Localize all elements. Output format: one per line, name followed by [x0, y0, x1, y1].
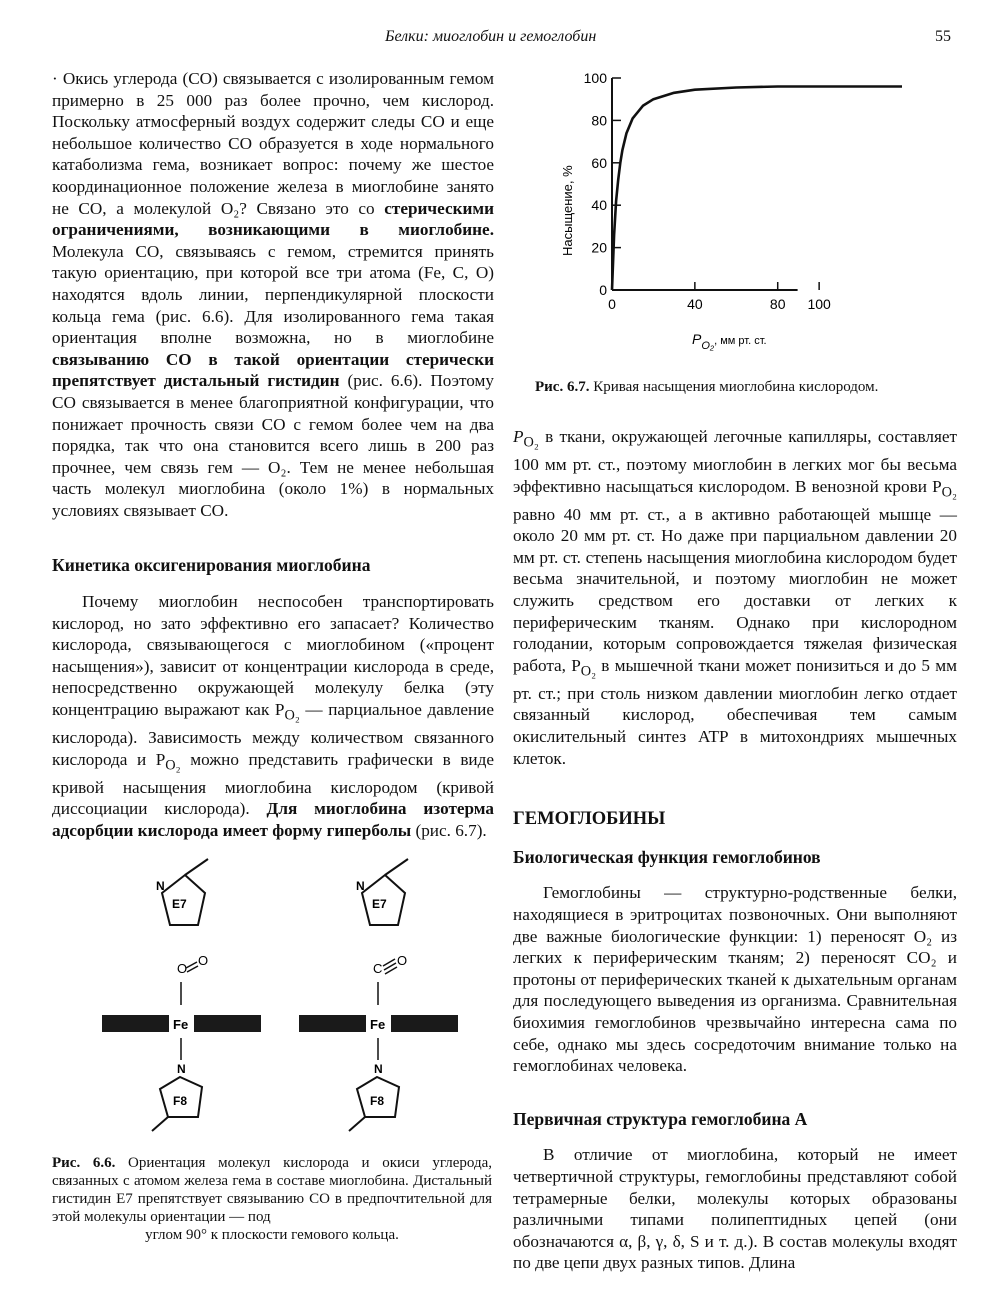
e7-side-chain: [185, 859, 208, 875]
e7-nitrogen-label: N: [156, 879, 165, 893]
f8-side-chain: [349, 1117, 365, 1131]
paragraph-co-binding: · Окись углерода (CO) связывается с изолированным гемом примерно в 25 000 раз более прочно, чем кислород. Поскольку атмосферный воздух содержит следы CO и еще небольшое количество CO образуется в ходе нормального катаболизма гема, возникает вопрос: почему же шестое координационное положение железа в миоглобине занято не CO, а молекулой O₂? Связано это со стерическими ограничениями, возникающими в миоглобине. Молекула CO, связываясь с гемом, стремится принять такую ориентацию, при которой все три атома (Fe, C, O) находятся вдоль линии, перпендикулярной плоскости кольца гема (рис. 6.6). Для изолированного гема такая ориентация вполне возможна, но в миоглобине связыванию CO в такой ориентации стерически препятствует дистальный гистидин (рис. 6.6). Поэтому CO связывается в менее благоприятной конфигурации, что понижает прочность связи CO с гемом более чем на два порядка, так что она становится всего лишь в 200 раз прочнее, чем связь гем — O₂. Тем не менее небольшая часть молекул миоглобина (около 1%) в нормальных условиях связывает CO.: [52, 69, 495, 520]
fig66-right-panel: [299, 859, 458, 1131]
x-axis-label: $P_{O_2}^{, мм рт. ст.}$: [692, 331, 767, 352]
x-tick-label: 100: [807, 296, 831, 312]
y-tick-label: 0: [599, 282, 607, 298]
heading-primary-structure: Первичная структура гемоглобина A: [513, 1108, 808, 1129]
y-tick-label: 40: [591, 197, 607, 214]
heading-hemoglobins: ГЕМОГЛОБИНЫ: [513, 809, 666, 830]
f8-label: F8: [173, 1094, 188, 1108]
figure-6-6-caption: Рис. 6.6. Ориентация молекул кислорода и окиси углерода, связанных с атомом железа гема в составе миоглобина. Дистальный гистидин E7 препятствует связыванию CO в предпочтительной для этой молекулы ориентации — под углом 90° к плоскости гемового кольца.: [52, 1155, 493, 1243]
paragraph-hb-function: Гемоглобины — структурно-родственные белки, находящиеся в эритроцитах позвоночных. Они выполняют две важные биологические функции: 1) переносят O₂ из легких к периферическим тканям; 2) переносят CO₂ и протоны от периферических тканей к дыхательным органам для последующего выведения из организма. Сравнительная биохимия гемоглобинов чрезвычайно интересна сама по себе, однако мы здесь сосредоточим внимание только на гемоглобинах человека.: [513, 883, 957, 1076]
y-tick-label: 100: [583, 70, 607, 86]
page-number: 55: [935, 28, 951, 45]
saturation-curve: [612, 87, 902, 291]
iron-label: Fe: [173, 1017, 189, 1032]
e7-label: E7: [172, 897, 187, 911]
fig66-left-panel: [102, 859, 261, 1131]
heme-plane-right: [391, 1015, 458, 1032]
paragraph-po2-tissue: $P_{O_2}$ в ткани, окружающей легочные капилляры, составляет 100 мм рт. ст., поэтому миоглобин в легких мог бы весьма эффективно насыщаться кислородом. В венозной крови $P_{O_2}$ равно 40 мм рт. ст., а в активно работающей мышце — около 20 мм рт. ст. Но даже при парциальном давлении 20 мм рт. ст. степень насыщения миоглобина кислородом будет весьма значительной, и поэтому миоглобин не может служить средством его доставки от легких к периферическим тканям. Однако при кислородном голодании, которым сопровождается тяжелая физическая работа, $P_{O_2}$ в мышечной ткани может понизиться и до 5 мм рт. ст.; при столь низком давлении миоглобин легко отдает связанный кислород, обеспечивая тем самым окислительный синтез ATP в митохондриях мышечных клеток.: [513, 427, 957, 768]
y-axis-label: Насыщение, %: [560, 165, 575, 256]
x-tick-label: 80: [769, 296, 786, 312]
heme-plane-left: [102, 1015, 169, 1032]
figure-6-7-caption: Рис. 6.7. Кривая насыщения миоглобина кислородом.: [535, 379, 879, 395]
running-title: Белки: миоглобин и гемоглобин: [385, 28, 597, 45]
figure-6-6-diagram: [80, 855, 480, 1135]
x-tick-label: 0: [608, 296, 616, 312]
e7-label: E7: [372, 897, 387, 911]
ligand-atom-a: O: [177, 961, 188, 976]
f8-nitrogen-label: N: [177, 1062, 186, 1076]
y-tick-label: 80: [591, 112, 607, 129]
f8-nitrogen-label: N: [374, 1062, 383, 1076]
paragraph-kinetics: Почему миоглобин неспособен транспортировать кислород, но зато эффективно его запасает? Количество кислорода, связывающегося с миоглобином («процент насыщения»), зависит от концентрации кислорода в среде, непосредственно окружающей молекулу белка (эту концентрацию выражают как $P_{O_2}$ — парциальное давление кислорода). Зависимость между количеством связанного кислорода и $P_{O_2}$ можно представить графически в виде кривой насыщения миоглобина кислородом (кривой диссоциации кислорода). Для миоглобина изотерма адсорбции кислорода имеет форму гиперболы (рис. 6.7).: [52, 592, 495, 840]
left-column: [52, 68, 494, 841]
ligand-atom-a: C: [373, 961, 383, 976]
iron-label: Fe: [370, 1017, 386, 1032]
y-tick-label: 20: [591, 239, 607, 256]
e7-nitrogen-label: N: [356, 879, 365, 893]
heme-plane-right: [194, 1015, 261, 1032]
f8-label: F8: [370, 1094, 385, 1108]
f8-side-chain: [152, 1117, 168, 1131]
y-tick-label: 60: [591, 154, 607, 171]
e7-side-chain: [385, 859, 408, 875]
heading-bio-function: Биологическая функция гемоглобинов: [513, 846, 821, 867]
page-header: [0, 28, 1007, 52]
paragraph-primary-structure: В отличие от миоглобина, который не имеет четвертичной структуры, гемоглобины представляют собой тетрамерные белки, молекулы которых образованы различными типами полипептидных цепей (они обозначаются α, β, γ, δ, S и т. д.). В состав молекулы входят по две цепи двух разных типов. Длина: [513, 1145, 957, 1273]
x-tick-label: 40: [687, 296, 703, 312]
heading-kinetics: Кинетика оксигенирования миоглобина: [52, 555, 371, 576]
ligand-atom-b: O: [198, 953, 209, 968]
right-column: [513, 426, 957, 1274]
heme-plane-left: [299, 1015, 366, 1032]
figure-6-7-chart: [560, 66, 960, 366]
ligand-atom-b: O: [397, 953, 408, 968]
